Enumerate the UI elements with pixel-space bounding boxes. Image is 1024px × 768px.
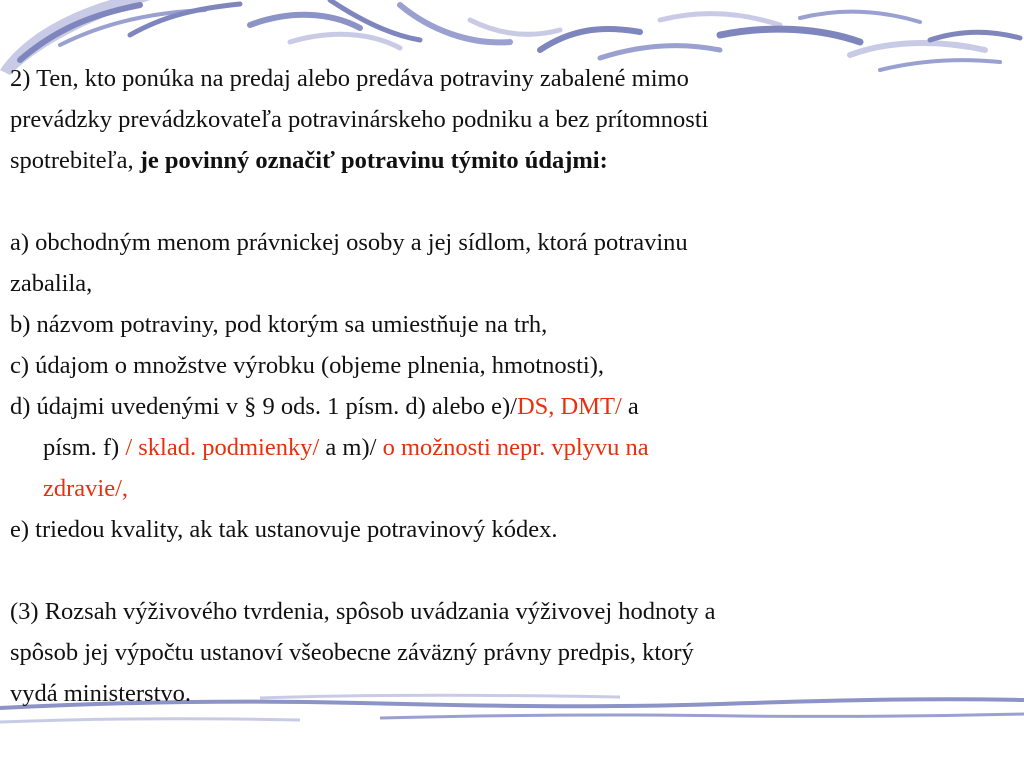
- item-d-note-ds-dmt: DS, DMT/: [516, 393, 622, 420]
- item-d-line-3: [10, 468, 1016, 509]
- item-d-line-2-mid: a m)/: [319, 434, 383, 461]
- item-d-note-health: o možnosti nepr. vplyvu na: [382, 434, 649, 461]
- item-d-note-health-end: zdravie/,: [43, 475, 129, 502]
- item-c: c) údajom o množstve výrobku (objeme plnenia, hmotnosti),: [10, 352, 605, 379]
- obligation-bold-text: je povinný označiť potravinu týmito údajmi:: [139, 147, 608, 174]
- section-2-line-2: prevádzky prevádzkovateľa potravinárskeho podniku a bez prítomnosti: [10, 106, 709, 133]
- item-d-line-2: [10, 427, 1016, 468]
- item-a-line-2: zabalila,: [10, 270, 93, 297]
- item-d-line-2-prefix: písm. f): [43, 434, 126, 461]
- item-d-line-1-suffix: a: [621, 393, 639, 420]
- section-3-line-3: vydá ministerstvo.: [10, 680, 192, 707]
- item-d-line-1-prefix: d) údajmi uvedenými v § 9 ods. 1 písm. d) alebo e)/: [10, 393, 517, 420]
- item-a-line-1: a) obchodným menom právnickej osoby a jej sídlom, ktorá potravinu: [10, 229, 688, 256]
- slide-body: [10, 58, 1016, 714]
- item-b: b) názvom potraviny, pod ktorým sa umiestňuje na trh,: [10, 311, 548, 338]
- item-e: e) triedou kvality, ak tak ustanovuje potravinový kódex.: [10, 516, 558, 543]
- item-d-note-storage: / sklad. podmienky/: [125, 434, 320, 461]
- section-2-line-1: 2) Ten, kto ponúka na predaj alebo predáva potraviny zabalené mimo: [10, 65, 689, 92]
- section-2-line-3-prefix: spotrebiteľa,: [10, 147, 140, 174]
- section-3-line-1: (3) Rozsah výživového tvrdenia, spôsob uvádzania výživovej hodnoty a: [10, 598, 716, 625]
- section-3-line-2: spôsob jej výpočtu ustanoví všeobecne záväzný právny predpis, ktorý: [10, 639, 694, 666]
- section-2-line-3: [10, 140, 1016, 181]
- item-d-line-1: [10, 386, 1016, 427]
